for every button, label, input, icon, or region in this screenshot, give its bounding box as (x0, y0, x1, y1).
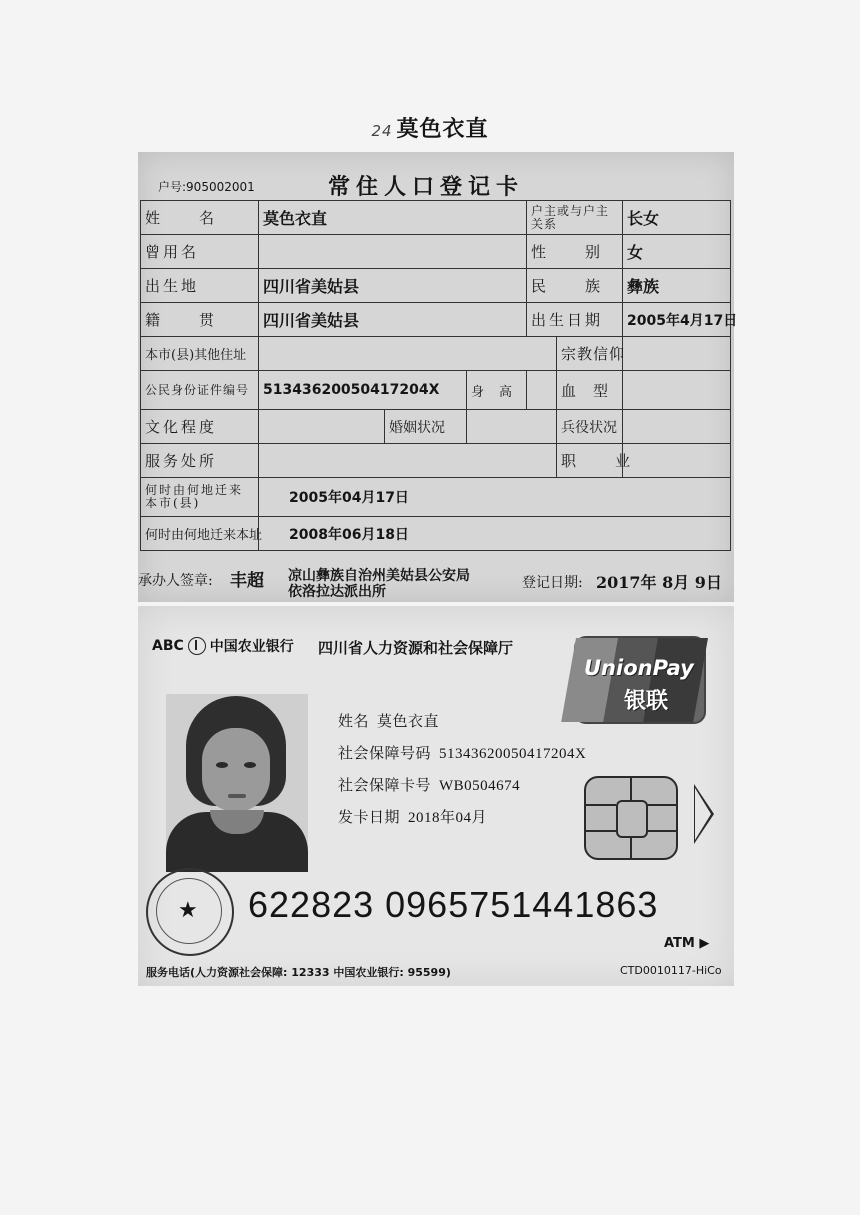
household-number-label: 户号: (158, 180, 187, 194)
unionpay-logo-icon (574, 636, 706, 724)
table-row (141, 478, 731, 517)
label-height: 身 高 (467, 371, 527, 410)
authority-line-2: 依洛拉达派出所 (288, 584, 386, 600)
registration-card-title: 常住人口登记卡 (328, 174, 525, 200)
label-former-name: 曾用名 (141, 235, 259, 269)
table-row (141, 371, 731, 410)
value-native-place: 四川省美姑县 (259, 303, 527, 337)
bank-name: 中国农业银行 (209, 639, 294, 655)
field-name (338, 710, 439, 731)
value-gender: 女 (623, 235, 731, 269)
table-row (141, 201, 731, 235)
label-ethnicity: 民 族 (527, 269, 623, 303)
label-education: 文化程度 (141, 410, 259, 444)
table-row (141, 303, 731, 337)
label-relation: 户主或与户主关系 (527, 201, 623, 235)
field-issue-date-label: 发卡日期 (338, 808, 401, 826)
bank-emblem-icon (188, 637, 206, 655)
value-occupation (623, 444, 731, 478)
table-row (141, 235, 731, 269)
field-card-number (338, 774, 520, 795)
card-issuer: 四川省人力资源和社会保障厅 (318, 639, 514, 657)
service-hotline: 服务电话(人力资源社会保障: 12333 中国农业银行: 95599) (146, 966, 451, 979)
value-ethnicity: 彝族 (623, 269, 731, 303)
label-id-number: 公民身份证件编号 (141, 371, 259, 410)
value-birth-date: 2005年4月17日 (623, 303, 731, 337)
field-name-value: 莫色衣直 (377, 714, 440, 730)
table-row (141, 410, 731, 444)
table-row (141, 269, 731, 303)
label-marital-status: 婚姻状况 (385, 410, 467, 444)
field-issue-date (338, 806, 487, 827)
label-military-status: 兵役状况 (557, 410, 623, 444)
label-other-address: 本市(县)其他住址 (141, 337, 259, 371)
label-gender: 性 别 (527, 235, 623, 269)
star-icon: ★ (178, 898, 198, 923)
value-former-name (259, 235, 527, 269)
registration-card-footer (138, 566, 734, 602)
value-name: 莫色衣直 (259, 201, 527, 235)
handler-label: 承办人签章: (138, 573, 213, 589)
label-name: 姓 名 (141, 201, 259, 235)
social-security-card (138, 606, 734, 986)
arrow-right-icon (694, 784, 714, 844)
value-workplace (259, 444, 557, 478)
label-native-place: 籍 贯 (141, 303, 259, 337)
bank-card-number: 622823 0965751441863 (248, 884, 659, 925)
atm-label: ATM ▶ (664, 936, 710, 951)
chip-icon (584, 776, 678, 860)
registration-date: 2017年 8月 9日 (596, 573, 722, 592)
field-ss-number-label: 社会保障号码 (338, 744, 432, 762)
label-workplace: 服务处所 (141, 444, 259, 478)
page-number-annotation: 24 (371, 122, 393, 140)
unionpay-cn-text: 银联 (624, 689, 669, 714)
label-birthplace: 出生地 (141, 269, 259, 303)
value-id-number: 51343620050417204X (259, 371, 467, 410)
registration-card (138, 152, 738, 602)
label-occupation: 职 业 (557, 444, 623, 478)
value-education (259, 410, 385, 444)
value-blood-type (623, 371, 731, 410)
value-birthplace: 四川省美姑县 (259, 269, 527, 303)
field-card-number-label: 社会保障卡号 (338, 776, 432, 794)
value-other-address (259, 337, 557, 371)
value-relation: 长女 (623, 201, 731, 235)
household-number-value: 905002001 (186, 180, 255, 194)
field-ss-number (338, 742, 586, 763)
registration-date-label: 登记日期: (522, 575, 583, 591)
issuing-authority (288, 568, 470, 600)
label-moved-in-address: 何时由何地迁来本址 (141, 517, 259, 551)
label-birth-date: 出生日期 (527, 303, 623, 337)
holder-photo (166, 694, 308, 860)
value-height (527, 371, 557, 410)
page-title-text: 莫色衣直 (396, 116, 489, 142)
value-moved-in-address: 2008年06月18日 (259, 517, 731, 551)
unionpay-text: UnionPay (584, 656, 694, 680)
table-row (141, 444, 731, 478)
handler-signature: 丰超 (230, 571, 264, 591)
label-religion: 宗教信仰 (557, 337, 623, 371)
official-seal-icon (146, 868, 234, 956)
value-moved-in-when-from: 2005年04月17日 (259, 478, 731, 517)
field-ss-number-value: 51343620050417204X (439, 746, 587, 762)
bank-abbr: ABC (152, 638, 184, 654)
card-code: CTD0010117-HiCo (620, 964, 722, 977)
household-number (158, 178, 255, 195)
page-title (0, 112, 860, 143)
table-row (141, 337, 731, 371)
value-religion (623, 337, 731, 371)
value-military-status (623, 410, 731, 444)
bank-logo (152, 636, 294, 656)
value-marital-status (467, 410, 557, 444)
registration-table (140, 200, 738, 551)
field-name-label: 姓名 (338, 712, 370, 730)
label-blood-type: 血 型 (557, 371, 623, 410)
authority-line-1: 凉山彝族自治州美姑县公安局 (288, 568, 470, 584)
field-issue-date-value: 2018年04月 (408, 810, 488, 826)
table-row (141, 517, 731, 551)
label-moved-in-when-from: 何时由何地迁来本市(县) (141, 478, 259, 517)
field-card-number-value: WB0504674 (439, 778, 521, 794)
registration-card-header (138, 152, 734, 200)
